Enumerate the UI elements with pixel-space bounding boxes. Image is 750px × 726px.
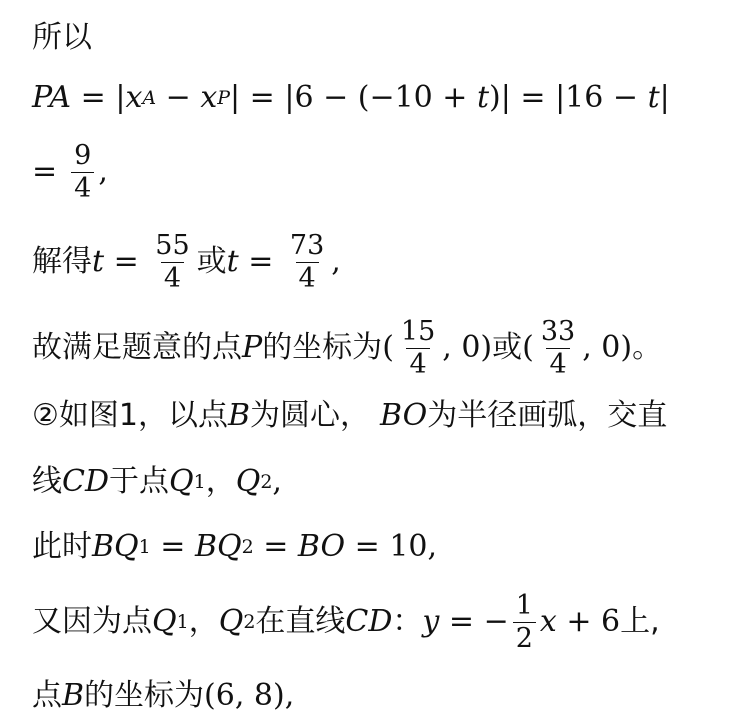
fraction-33-4: $\frac{33}{4}$ (540, 315, 576, 380)
line-2-equation: PA = | x A − x P | = |6 − (−10 + t )| = |16 − t | (32, 80, 670, 115)
line-7: 线 CD 于点 Q 1 ， Q 2 , (32, 464, 282, 499)
fraction-nine-quarters: $\frac{9}{4}$ (71, 140, 94, 205)
fraction-half: $\frac{1}{2}$ (513, 590, 536, 655)
line-8: 此时 BQ 1 = BQ 2 = BO = 10, (32, 529, 438, 564)
line-6: ②如图1，以点 B 为圆心， BO 为半径画弧，交直 (32, 398, 668, 433)
line-9: 又因为点 Q 1 ， Q 2 在直线 CD ： y = − $\frac{1}{2}$ x + 6 上, (32, 589, 660, 654)
line-1 (32, 18, 92, 58)
line-3-result: = $\frac{9}{4}$ , (32, 139, 108, 204)
fraction-73-4: $\frac{73}{4}$ (289, 229, 325, 294)
text-suoyi: 所以 (32, 20, 92, 55)
fraction-15-4: $\frac{15}{4}$ (400, 315, 436, 380)
line-5-coordinates: 故满足题意的点 P 的坐标为 ( $\frac{15}{4}$ , 0) 或 ( $\frac{33}{4}$ , 0) 。 (32, 315, 663, 380)
line-4-solve: 解得 t = $\frac{55}{4}$ 或 t = $\frac{73}{4}$ , (32, 229, 341, 294)
fraction-55-4: $\frac{55}{4}$ (155, 229, 190, 294)
line-10: 点 B 的坐标为 (6, 8), (32, 678, 295, 713)
